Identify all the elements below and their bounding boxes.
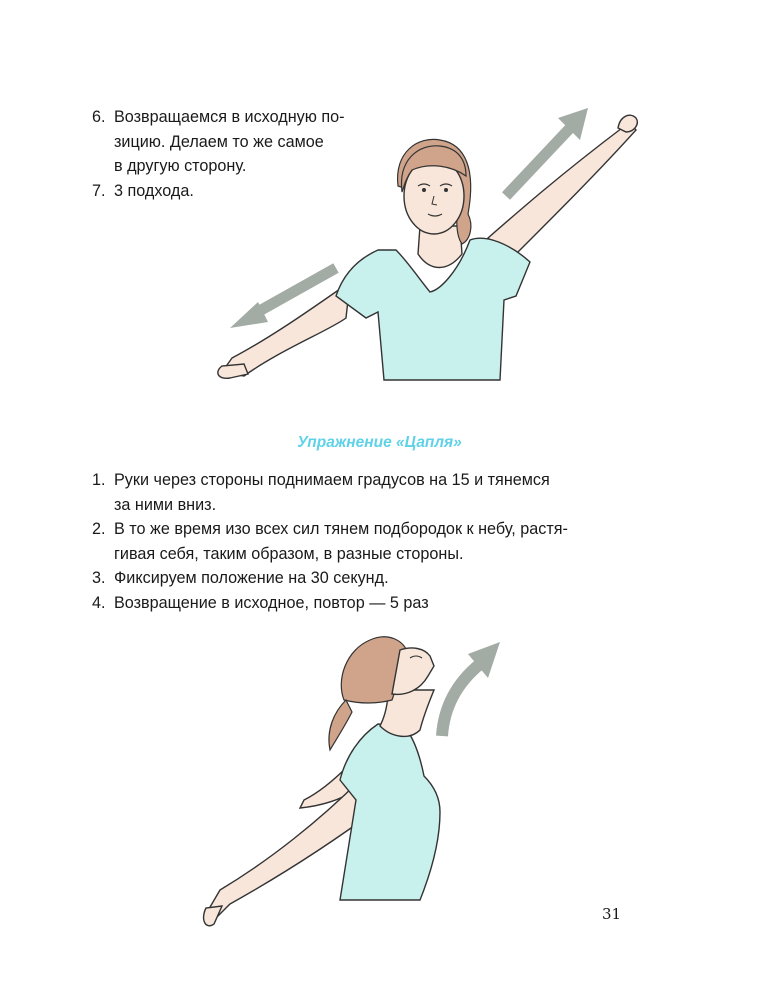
step-number: 3.	[92, 569, 106, 587]
step-text-line: Возвращение в исходное, повтор — 5 раз	[114, 593, 429, 612]
step-text-line: за ними вниз.	[114, 495, 217, 514]
list-item	[92, 179, 345, 204]
steps-list-top	[92, 105, 345, 203]
step-text-line: зицию. Делаем то же самое	[114, 132, 324, 151]
steps-list-bottom	[92, 468, 568, 615]
step-number: 1.	[92, 471, 106, 489]
step-text-line: гивая себя, таким образом, в разные стороны.	[114, 544, 464, 563]
step-text-line: 3 подхода.	[114, 181, 194, 200]
list-item	[92, 105, 345, 179]
step-number: 6.	[92, 108, 106, 126]
step-number: 7.	[92, 181, 106, 200]
step-number: 2.	[92, 520, 106, 538]
step-number: 4.	[92, 593, 106, 612]
curved-arrow-up-icon	[442, 642, 500, 736]
step-text-line: Руки через стороны поднимаем градусов на 15 и тянемся	[114, 471, 550, 489]
page-number: 31	[602, 905, 622, 923]
step-text-line: В то же время изо всех сил тянем подбородок к небу, растя-	[114, 520, 568, 538]
step-text-line: в другую сторону.	[114, 157, 247, 175]
list-item	[92, 517, 568, 566]
exercise-title: Упражнение «Цапля»	[297, 434, 462, 451]
list-item	[92, 468, 568, 517]
list-item	[92, 591, 568, 616]
step-text-line: Фиксируем положение на 30 секунд.	[114, 569, 389, 587]
step-text-line: Возвращаемся в исходную по-	[114, 108, 345, 126]
list-item	[92, 566, 568, 591]
